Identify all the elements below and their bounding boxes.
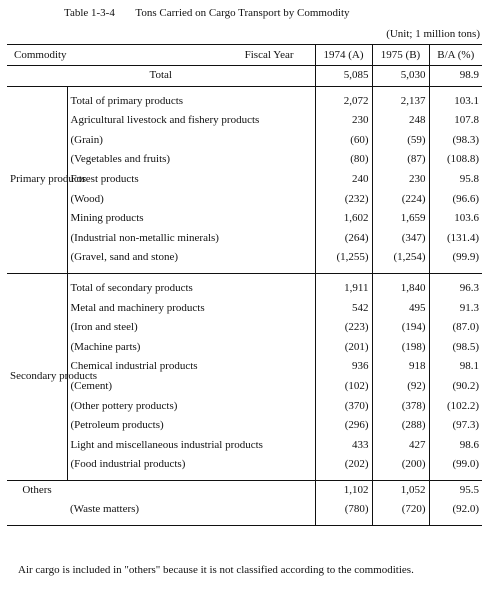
row-label: (Grain) — [67, 131, 315, 151]
row-label: Metal and machinery products — [67, 299, 315, 319]
waste-1974: (780) — [315, 500, 372, 520]
row-label: Total of primary products — [67, 92, 315, 112]
value-1975: (200) — [372, 455, 429, 475]
row-label: (Food industrial products) — [67, 455, 315, 475]
value-1974: 542 — [315, 299, 372, 319]
waste-blank — [7, 500, 67, 520]
total-ratio: 98.9 — [429, 66, 482, 87]
table-row — [7, 111, 482, 131]
table-row — [7, 377, 482, 397]
value-ratio: (96.6) — [429, 190, 482, 210]
value-ratio: (97.3) — [429, 416, 482, 436]
row-label: (Petroleum products) — [67, 416, 315, 436]
value-1974: 1,602 — [315, 209, 372, 229]
value-ratio: (99.0) — [429, 455, 482, 475]
value-1975: 248 — [372, 111, 429, 131]
value-1975: 427 — [372, 436, 429, 456]
value-1975: (198) — [372, 338, 429, 358]
waste-ratio: (92.0) — [429, 500, 482, 520]
value-1975: (87) — [372, 150, 429, 170]
value-ratio: 98.1 — [429, 357, 482, 377]
total-row — [7, 66, 482, 87]
total-1974: 5,085 — [315, 66, 372, 87]
others-1974: 1,102 — [315, 480, 372, 500]
row-label: Agricultural livestock and fishery products — [67, 111, 315, 131]
table-row — [7, 209, 482, 229]
value-1975: (194) — [372, 318, 429, 338]
total-label: Total — [149, 69, 172, 81]
value-ratio: (87.0) — [429, 318, 482, 338]
value-1975: (378) — [372, 397, 429, 417]
value-1975: 230 — [372, 170, 429, 190]
value-ratio: (90.2) — [429, 377, 482, 397]
row-label: Forest products — [67, 170, 315, 190]
spacer-row — [7, 520, 482, 526]
others-blank — [67, 480, 315, 500]
waste-label: (Waste matters) — [70, 503, 140, 516]
value-1974: (1,255) — [315, 248, 372, 268]
table-row — [7, 229, 482, 249]
value-1974: 936 — [315, 357, 372, 377]
row-label: (Gravel, sand and stone) — [67, 248, 315, 268]
table-title-text: Tons Carried on Cargo Transport by Commodity — [135, 7, 350, 19]
value-ratio: 103.6 — [429, 209, 482, 229]
value-1974: (223) — [315, 318, 372, 338]
row-label: (Other pottery products) — [67, 397, 315, 417]
spacer-cell — [7, 520, 67, 526]
table-row — [7, 357, 482, 377]
header-commodity-cell — [7, 45, 315, 66]
value-ratio: 95.8 — [429, 170, 482, 190]
secondary-group-label: Secondary products — [10, 370, 98, 383]
value-1974: 433 — [315, 436, 372, 456]
value-1975: (92) — [372, 377, 429, 397]
value-ratio: (108.8) — [429, 150, 482, 170]
value-1974: (202) — [315, 455, 372, 475]
table-row — [7, 190, 482, 210]
table-row — [7, 436, 482, 456]
value-1975: (224) — [372, 190, 429, 210]
value-ratio: 98.6 — [429, 436, 482, 456]
row-label: Light and miscellaneous industrial products — [67, 436, 315, 456]
value-1975: (288) — [372, 416, 429, 436]
table-row — [7, 455, 482, 475]
table-number: Table 1-3-4 — [64, 7, 115, 19]
value-1974: (264) — [315, 229, 372, 249]
table-body — [7, 45, 482, 526]
table-row — [7, 150, 482, 170]
footnote: Air cargo is included in "others" because it is not classified according to the commodities. — [18, 564, 414, 576]
total-1975: 5,030 — [372, 66, 429, 87]
value-1975: (1,254) — [372, 248, 429, 268]
value-1975: 2,137 — [372, 92, 429, 112]
header-col-ratio: B/A (%) — [429, 45, 482, 66]
others-row — [7, 480, 482, 500]
commodity-table — [7, 44, 482, 526]
value-ratio: 107.8 — [429, 111, 482, 131]
spacer-cell — [67, 520, 315, 526]
value-ratio: 96.3 — [429, 279, 482, 299]
waste-1975: (720) — [372, 500, 429, 520]
value-1974: (201) — [315, 338, 372, 358]
row-label: (Cement) — [67, 377, 315, 397]
value-1975: (59) — [372, 131, 429, 151]
row-label: (Wood) — [67, 190, 315, 210]
value-1974: (370) — [315, 397, 372, 417]
header-fiscal-year: Fiscal Year — [244, 49, 294, 61]
table-row — [7, 299, 482, 319]
table-row — [7, 338, 482, 358]
table-row — [7, 131, 482, 151]
value-ratio: (98.5) — [429, 338, 482, 358]
row-label: Mining products — [67, 209, 315, 229]
table-row — [7, 416, 482, 436]
value-1974: 230 — [315, 111, 372, 131]
table-row — [7, 92, 482, 112]
unit-note: (Unit; 1 million tons) — [386, 28, 480, 40]
value-ratio: (102.2) — [429, 397, 482, 417]
value-1975: 918 — [372, 357, 429, 377]
value-1974: (60) — [315, 131, 372, 151]
table-row — [7, 170, 482, 190]
table-row — [7, 318, 482, 338]
spacer-cell — [429, 520, 482, 526]
value-ratio: (98.3) — [429, 131, 482, 151]
row-label: Total of secondary products — [67, 279, 315, 299]
table-row — [7, 397, 482, 417]
value-ratio: (99.9) — [429, 248, 482, 268]
value-1974: (232) — [315, 190, 372, 210]
header-col-1975: 1975 (B) — [372, 45, 429, 66]
value-1974: 240 — [315, 170, 372, 190]
others-1975: 1,052 — [372, 480, 429, 500]
value-1974: (80) — [315, 150, 372, 170]
others-ratio: 95.5 — [429, 480, 482, 500]
table-row — [7, 279, 482, 299]
value-1974: (102) — [315, 377, 372, 397]
primary-group-label: Primary products — [10, 173, 87, 186]
row-label: (Industrial non-metallic minerals) — [67, 229, 315, 249]
value-1975: 1,659 — [372, 209, 429, 229]
others-label: Others — [22, 483, 52, 496]
value-ratio: 91.3 — [429, 299, 482, 319]
value-1975: 495 — [372, 299, 429, 319]
value-1975: 1,840 — [372, 279, 429, 299]
row-label: (Machine parts) — [67, 338, 315, 358]
table-row — [7, 248, 482, 268]
value-1974: (296) — [315, 416, 372, 436]
value-ratio: 103.1 — [429, 92, 482, 112]
spacer-cell — [315, 520, 372, 526]
value-1974: 1,911 — [315, 279, 372, 299]
table-title — [64, 7, 350, 19]
header-commodity: Commodity — [14, 49, 67, 61]
row-label: (Iron and steel) — [67, 318, 315, 338]
row-label: Chemical industrial products — [67, 357, 315, 377]
header-col-1974: 1974 (A) — [315, 45, 372, 66]
row-label: (Vegetables and fruits) — [67, 150, 315, 170]
value-ratio: (131.4) — [429, 229, 482, 249]
waste-row — [7, 500, 482, 520]
header-row — [7, 45, 482, 66]
value-1975: (347) — [372, 229, 429, 249]
value-1974: 2,072 — [315, 92, 372, 112]
spacer-cell — [372, 520, 429, 526]
